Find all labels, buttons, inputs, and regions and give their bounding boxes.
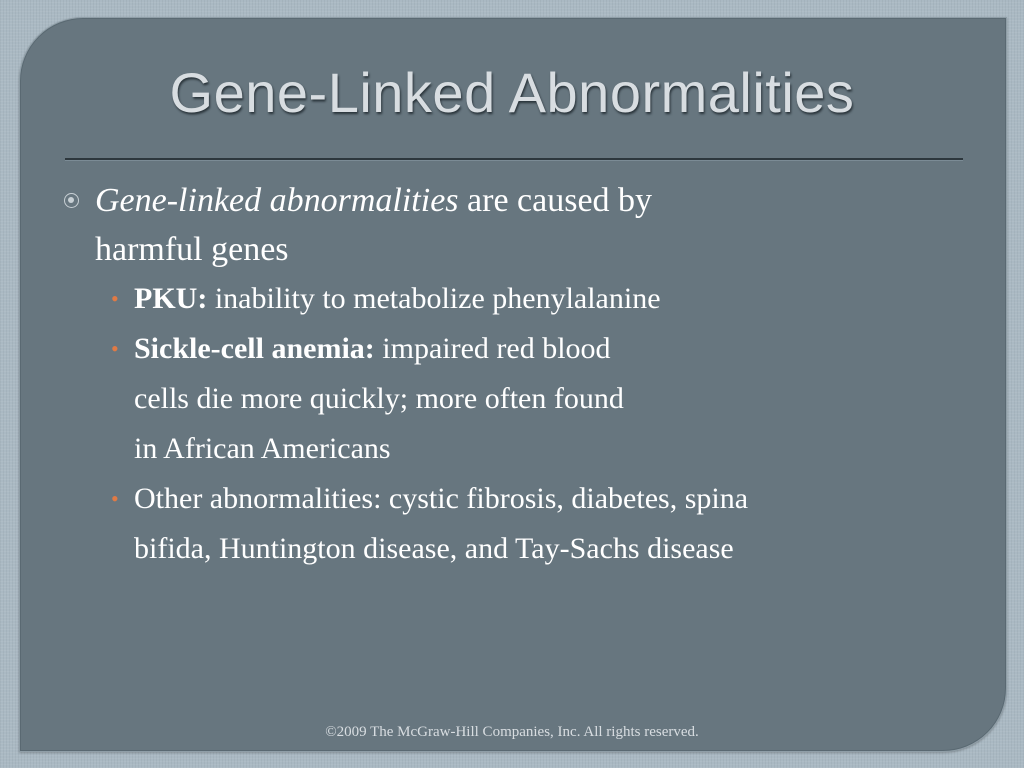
small-dot-bullet-icon: • [111, 336, 119, 361]
sub-bullet-text: impaired red blood [382, 332, 611, 365]
sub-bullet-text: Other abnormalities: cystic fibrosis, diabetes, spina [134, 482, 749, 515]
small-dot-bullet-icon: • [111, 486, 119, 511]
sub-bullet-term: PKU: [134, 282, 208, 315]
sub-bullet-text: in African Americans [134, 432, 391, 465]
sub-bullet-text: bifida, Huntington disease, and Tay-Sachs disease [134, 532, 734, 565]
main-bullet-text-2: harmful genes [95, 231, 289, 268]
sub-bullet-sickle-cell [64, 324, 954, 474]
title-divider [65, 158, 963, 161]
sub-bullet-pku [64, 274, 954, 324]
main-bullet-term: Gene-linked abnormalities [95, 182, 459, 219]
sub-bullet-text: cells die more quickly; more often found [134, 382, 624, 415]
slide-body [64, 176, 964, 574]
circle-target-bullet-icon [64, 193, 79, 208]
sub-bullet-list [64, 274, 964, 574]
sub-bullet-other [64, 474, 954, 574]
slide-title: Gene-Linked Abnormalities [169, 61, 855, 124]
main-bullet [64, 176, 964, 274]
small-dot-bullet-icon: • [111, 286, 119, 311]
sub-bullet-text: inability to metabolize phenylalanine [214, 282, 661, 315]
sub-bullet-term: Sickle-cell anemia: [134, 332, 375, 365]
main-bullet-text-1: are caused by [467, 182, 653, 219]
copyright-footer: ©2009 The McGraw-Hill Companies, Inc. All rights reserved. [325, 724, 699, 740]
